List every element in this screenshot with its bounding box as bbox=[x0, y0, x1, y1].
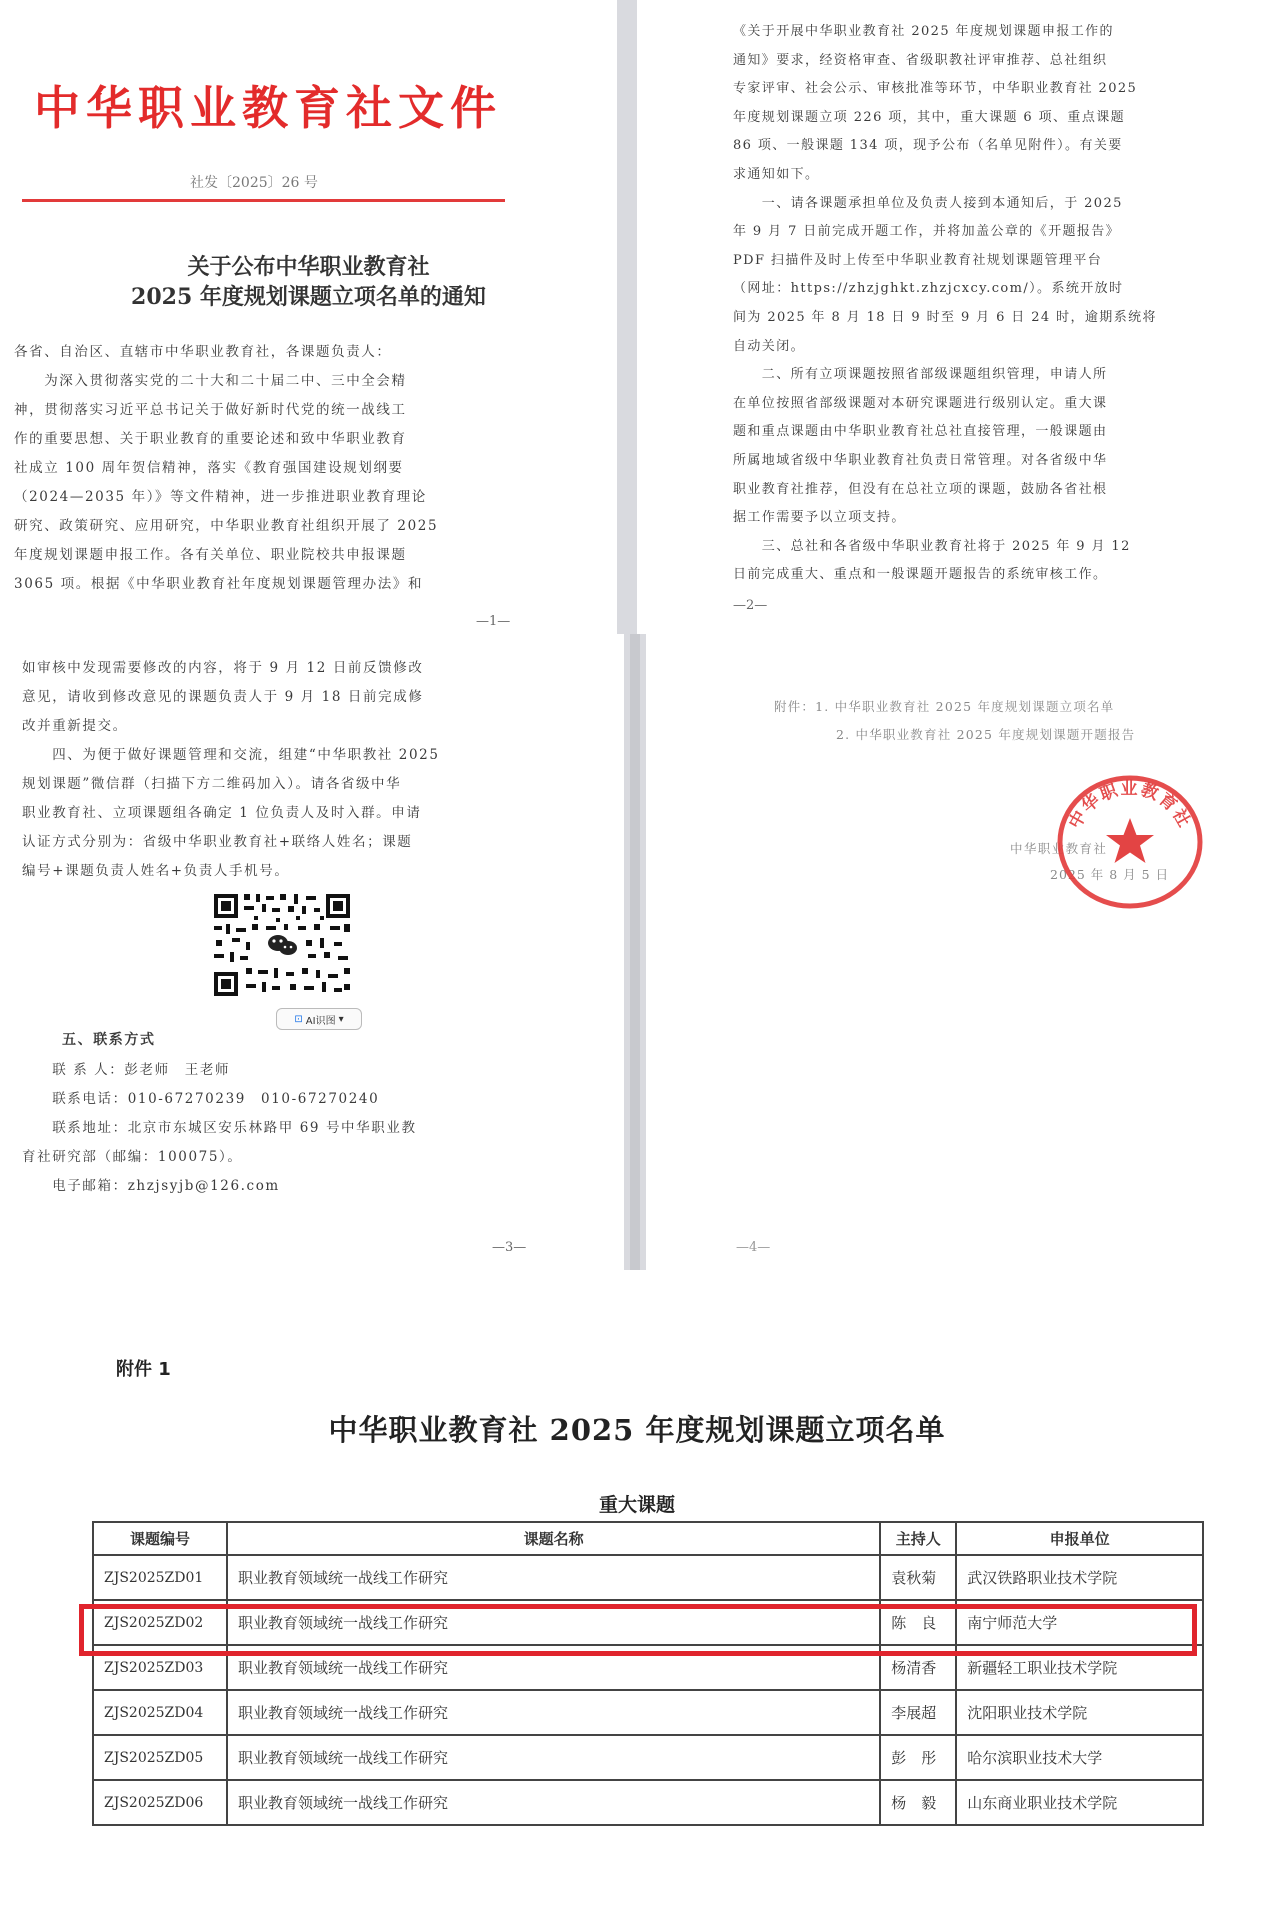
text-line: 电子邮箱：zhzjsyjb@126.com bbox=[22, 1178, 280, 1194]
page1-body bbox=[14, 338, 614, 599]
text-line: 改并重新提交。 bbox=[22, 718, 128, 734]
text-line: 规划课题”微信群（扫描下方二维码加入）。请各省级中华 bbox=[22, 776, 402, 792]
column-header: 课题名称 bbox=[227, 1522, 880, 1555]
table-row bbox=[93, 1735, 1203, 1780]
document-number: 社发〔2025〕26 号 bbox=[190, 175, 318, 191]
text-line: 四、为便于做好课题管理和交流，组建“中华职教社 2025 bbox=[22, 747, 440, 763]
project-leader: 李展超 bbox=[880, 1690, 956, 1735]
text-line: 一、请各课题承担单位及负责人接到本通知后，于 2025 bbox=[733, 195, 1123, 211]
text-line: 通知》要求，经资格审查、省级职教社评审推荐、总社组织 bbox=[733, 52, 1108, 68]
signature-date: 2025 年 8 月 5 日 bbox=[1050, 867, 1170, 882]
table-row bbox=[93, 1780, 1203, 1825]
text-line: 自动关闭。 bbox=[733, 338, 806, 354]
text-line: 各省、自治区、直辖市中华职业教育社，各课题负责人： bbox=[14, 344, 392, 360]
page2-body bbox=[733, 18, 1273, 590]
text-line: 间为 2025 年 8 月 18 日 9 时至 9 月 6 日 24 时，逾期系统将 bbox=[733, 309, 1157, 325]
text-line: 社成立 100 周年贺信精神，落实《教育强国建设规划纲要 bbox=[14, 460, 404, 476]
project-code: ZJS2025ZD04 bbox=[93, 1690, 227, 1735]
project-leader: 彭 彤 bbox=[880, 1735, 956, 1780]
text-line: 年度规划课题立项 226 项，其中，重大课题 6 项、重点课题 bbox=[733, 109, 1126, 125]
applicant-unit: 山东商业职业技术学院 bbox=[956, 1780, 1203, 1825]
text-line: PDF 扫描件及时上传至中华职业教育社规划课题管理平台 bbox=[733, 252, 1103, 268]
text-line: （2024—2035 年）》等文件精神，进一步推进职业教育理论 bbox=[14, 489, 427, 505]
page-gutter bbox=[624, 634, 646, 1270]
page-number: —4— bbox=[736, 1240, 771, 1255]
text-line: 联 系 人：彭老师 王老师 bbox=[22, 1062, 231, 1078]
project-name: 职业教育领域统一战线工作研究 bbox=[227, 1780, 880, 1825]
text-line: 神，贯彻落实习近平总书记关于做好新时代党的统一战线工 bbox=[14, 402, 407, 418]
text-line: 3065 项。根据《中华职业教育社年度规划课题管理办法》和 bbox=[14, 576, 424, 592]
seal-text: 中华职业教育社 bbox=[1065, 779, 1195, 833]
project-name: 职业教育领域统一战线工作研究 bbox=[227, 1735, 880, 1780]
attachment-note-1: 附件：1. 中华职业教育社 2025 年度规划课题立项名单 bbox=[774, 699, 1115, 714]
project-name: 职业教育领域统一战线工作研究 bbox=[227, 1600, 880, 1645]
red-highlight-box bbox=[79, 1604, 1197, 1656]
project-code: ZJS2025ZD03 bbox=[93, 1645, 227, 1690]
notice-title-line-1: 关于公布中华职业教育社 bbox=[187, 254, 430, 280]
attachment-label: 附件 1 bbox=[116, 1359, 171, 1380]
project-code: ZJS2025ZD02 bbox=[93, 1600, 227, 1645]
text-line: 如审核中发现需要修改的内容，将于 9 月 12 日前反馈修改 bbox=[22, 660, 424, 676]
document-page-1 bbox=[0, 0, 617, 634]
chevron-down-icon: ▾ bbox=[338, 1013, 344, 1025]
document-page-2 bbox=[637, 0, 1274, 634]
text-line: 《关于开展中华职业教育社 2025 年度规划课题申报工作的 bbox=[733, 24, 1114, 39]
text-line: 86 项、一般课题 134 项，现予公布（名单见附件）。有关要 bbox=[733, 138, 1123, 154]
signature-org: 中华职业教育社 bbox=[1010, 841, 1108, 856]
text-line: 研究、政策研究、应用研究，中华职业教育社组织开展了 2025 bbox=[14, 518, 439, 534]
text-line: 在单位按照省部级课题对本研究课题进行级别认定。重大课 bbox=[733, 395, 1108, 411]
project-name: 职业教育领域统一战线工作研究 bbox=[227, 1555, 880, 1600]
text-line: 育社研究部（邮编：100075）。 bbox=[22, 1149, 243, 1165]
table-caption: 重大课题 bbox=[598, 1494, 675, 1516]
notice-title-line-2: 2025 年度规划课题立项名单的通知 bbox=[131, 284, 486, 310]
ai-badge-label: AI识图 bbox=[305, 1015, 336, 1027]
text-line: 作的重要思想、关于职业教育的重要论述和致中华职业教育 bbox=[14, 431, 407, 447]
text-line: 为深入贯彻落实党的二十大和二十届二中、三中全会精 bbox=[14, 373, 407, 389]
text-line: 意见，请收到修改意见的课题负责人于 9 月 18 日前完成修 bbox=[22, 689, 424, 705]
text-line: 所属地域省级中华职业教育社负责日常管理。对各省级中华 bbox=[733, 452, 1108, 468]
page-number: —3— bbox=[492, 1240, 527, 1255]
text-line: 联系电话：010-67270239 010-67270240 bbox=[22, 1091, 380, 1107]
attachment-note-2: 2. 中华职业教育社 2025 年度规划课题开题报告 bbox=[836, 727, 1136, 742]
page3-body bbox=[22, 654, 622, 886]
red-header-title: 中华职业教育社文件 bbox=[34, 81, 502, 135]
text-line: 题和重点课题由中华职业教育社总社直接管理，一般课题由 bbox=[733, 424, 1108, 440]
text-line: 年 9 月 7 日前完成开题工作，并将加盖公章的《开题报告》 bbox=[733, 224, 1121, 240]
text-line: 日前完成重大、重点和一般课题开题报告的系统审核工作。 bbox=[733, 567, 1108, 583]
scan-icon: ⊡ bbox=[294, 1013, 303, 1025]
page-gutter bbox=[617, 0, 637, 634]
text-line: 年度规划课题申报工作。各有关单位、职业院校共申报课题 bbox=[14, 547, 407, 563]
wechat-group-qr-code bbox=[210, 890, 354, 1000]
text-line: 三、总社和各省级中华职业教育社将于 2025 年 9 月 12 bbox=[733, 538, 1131, 554]
text-line: 联系地址：北京市东城区安乐林路甲 69 号中华职业教 bbox=[22, 1120, 417, 1136]
project-leader: 袁秋菊 bbox=[880, 1555, 956, 1600]
column-header: 主持人 bbox=[880, 1522, 956, 1555]
text-line: 职业教育社、立项课题组各确定 1 位负责人及时入群。申请 bbox=[22, 805, 422, 821]
document-page-4 bbox=[646, 634, 1274, 1270]
table-row bbox=[93, 1690, 1203, 1735]
list-title: 中华职业教育社 2025 年度规划课题立项名单 bbox=[328, 1413, 946, 1447]
applicant-unit: 武汉铁路职业技术学院 bbox=[956, 1555, 1203, 1600]
column-header: 申报单位 bbox=[956, 1522, 1203, 1555]
text-line: 据工作需要予以立项支持。 bbox=[733, 510, 906, 526]
text-line: 求通知如下。 bbox=[733, 166, 820, 182]
project-name: 职业教育领域统一战线工作研究 bbox=[227, 1690, 880, 1735]
applicant-unit: 新疆轻工职业技术学院 bbox=[956, 1645, 1203, 1690]
applicant-unit: 南宁师范大学 bbox=[956, 1600, 1203, 1645]
project-code: ZJS2025ZD01 bbox=[93, 1555, 227, 1600]
project-name: 职业教育领域统一战线工作研究 bbox=[227, 1645, 880, 1690]
text-line: 职业教育社推荐，但没有在总社立项的课题，鼓励各省社根 bbox=[733, 481, 1108, 497]
project-table bbox=[92, 1521, 1204, 1826]
official-red-seal-icon bbox=[1052, 770, 1208, 912]
applicant-unit: 哈尔滨职业技术大学 bbox=[956, 1735, 1203, 1780]
ai-recognition-badge[interactable] bbox=[276, 1008, 362, 1030]
red-divider-line bbox=[22, 199, 505, 202]
contact-heading: 五、联系方式 bbox=[62, 1032, 156, 1048]
project-leader: 陈 良 bbox=[880, 1600, 956, 1645]
applicant-unit: 沈阳职业技术学院 bbox=[956, 1690, 1203, 1735]
project-leader: 杨 毅 bbox=[880, 1780, 956, 1825]
text-line: 编号+课题负责人姓名+负责人手机号。 bbox=[22, 863, 290, 879]
text-line: 认证方式分别为：省级中华职业教育社+联络人姓名；课题 bbox=[22, 834, 413, 850]
contact-block bbox=[22, 1056, 622, 1201]
page-number: —2— bbox=[733, 598, 768, 613]
table-row bbox=[93, 1555, 1203, 1600]
project-code: ZJS2025ZD06 bbox=[93, 1780, 227, 1825]
project-leader: 杨清香 bbox=[880, 1645, 956, 1690]
text-line: （网址：https://zhzjghkt.zhzjcxcy.com/）。系统开放时 bbox=[733, 281, 1124, 297]
column-header: 课题编号 bbox=[93, 1522, 227, 1555]
page-number: —1— bbox=[476, 614, 511, 629]
table-header-row bbox=[93, 1522, 1203, 1555]
text-line: 专家评审、社会公示、审核批准等环节，中华职业教育社 2025 bbox=[733, 81, 1138, 97]
project-code: ZJS2025ZD05 bbox=[93, 1735, 227, 1780]
text-line: 二、所有立项课题按照省部级课题组织管理，申请人所 bbox=[733, 367, 1108, 383]
